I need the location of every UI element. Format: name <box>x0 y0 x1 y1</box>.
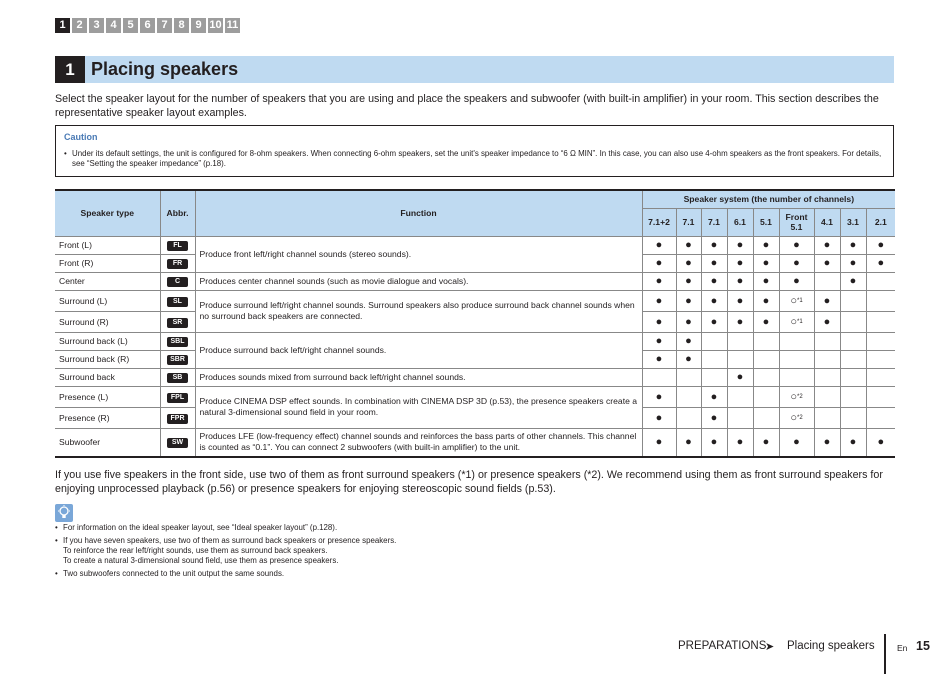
mark-symbol: ● <box>736 294 744 307</box>
channel-mark <box>753 236 779 254</box>
table-row <box>55 428 895 457</box>
channel-mark <box>642 428 676 457</box>
channel-mark <box>866 332 895 350</box>
mark-symbol: ● <box>685 353 692 365</box>
mark-symbol: ● <box>736 257 744 269</box>
mark-symbol: ● <box>762 294 770 307</box>
channel-mark <box>727 428 753 457</box>
channel-mark <box>753 407 779 428</box>
mark-symbol: ● <box>655 239 663 251</box>
function-text: Produce front left/right channel sounds (stereo sounds). <box>195 236 642 272</box>
channel-mark <box>676 368 701 386</box>
channel-mark <box>753 428 779 457</box>
speaker-type: Surround back <box>55 368 160 386</box>
header-speaker-type: Speaker type <box>55 190 160 236</box>
table-row <box>55 290 895 311</box>
channel-mark <box>779 236 814 254</box>
channel-mark <box>676 290 701 311</box>
header-system-4: 5.1 <box>753 208 779 236</box>
mark-symbol: ● <box>762 275 770 287</box>
mark-symbol: ● <box>736 315 744 328</box>
abbr-cell <box>160 311 195 332</box>
channel-mark <box>779 290 814 311</box>
caution-title: Caution <box>64 132 98 142</box>
channel-mark <box>642 350 676 368</box>
channel-mark <box>814 272 840 290</box>
channel-mark <box>866 386 895 407</box>
channel-mark <box>642 332 676 350</box>
mark-symbol: ● <box>823 315 831 328</box>
function-text: Produce CINEMA DSP effect sounds. In combination with CINEMA DSP 3D (p.53), the presence speakers create a natural 3-dimensional sound field in your room. <box>195 386 642 428</box>
mark-symbol: ○ <box>790 294 797 307</box>
page-tab-3[interactable]: 3 <box>89 18 104 33</box>
mark-symbol: ○ <box>790 315 797 328</box>
page-tab-4[interactable]: 4 <box>106 18 121 33</box>
mark-symbol: ● <box>655 257 663 269</box>
channel-mark <box>814 350 840 368</box>
channel-mark <box>676 272 701 290</box>
abbr-badge: SR <box>167 318 188 328</box>
mark-symbol: ● <box>849 257 857 269</box>
channel-mark <box>727 407 753 428</box>
hint-subtext: To reinforce the rear left/right sounds, use them as surround back speakers. <box>63 546 328 556</box>
abbr-cell <box>160 407 195 428</box>
channel-mark <box>676 407 701 428</box>
channel-mark <box>753 386 779 407</box>
channel-mark <box>642 290 676 311</box>
header-speaker-system: Speaker system (the number of channels) <box>642 190 895 208</box>
abbr-badge: FL <box>167 241 188 251</box>
hint-text: For information on the ideal speaker layout, see “Ideal speaker layout” (p.128). <box>63 523 338 532</box>
mark-symbol: ● <box>710 390 718 403</box>
function-text: Produces sounds mixed from surround back left/right channel sounds. <box>195 368 642 386</box>
mark-symbol: ● <box>710 257 718 269</box>
caution-item <box>64 149 884 169</box>
mark-symbol: ● <box>685 239 692 251</box>
table-row <box>55 368 895 386</box>
page-tabs <box>55 18 240 33</box>
channel-mark <box>779 386 814 407</box>
function-text: Produce surround back left/right channel sounds. <box>195 332 642 368</box>
channel-mark <box>779 254 814 272</box>
abbr-cell <box>160 254 195 272</box>
channel-mark <box>701 407 727 428</box>
caution-box <box>55 125 894 177</box>
abbr-badge: SBL <box>167 337 188 347</box>
mark-symbol: ● <box>823 257 831 269</box>
channel-mark <box>866 428 895 457</box>
note-paragraph: If you use five speakers in the front side, use two of them as front surround speakers (*1) or presence speakers (*2). We recommend using them as front surround speakers for enjoying unprocessed playback (p.56) or presence speakers for enjoying stereoscopic sound fields (p.53). <box>55 469 883 495</box>
channel-mark <box>701 254 727 272</box>
mark-symbol: ● <box>655 411 663 424</box>
header-function: Function <box>195 190 642 236</box>
channel-mark <box>866 350 895 368</box>
channel-mark <box>753 254 779 272</box>
table-row <box>55 332 895 350</box>
channel-mark <box>866 236 895 254</box>
channel-mark <box>701 368 727 386</box>
function-text: Produces LFE (low-frequency effect) channel sounds and reinforces the bass parts of other channels. This channel is counted as “0.1”. You can connect 2 subwoofers (with built-in amplifier) to the unit. <box>195 428 642 457</box>
channel-mark <box>701 350 727 368</box>
mark-symbol: ● <box>685 315 692 328</box>
speaker-type: Center <box>55 272 160 290</box>
page-tab-7[interactable]: 7 <box>157 18 172 33</box>
channel-mark <box>753 311 779 332</box>
channel-mark <box>727 350 753 368</box>
channel-mark <box>779 311 814 332</box>
channel-mark <box>866 407 895 428</box>
channel-mark <box>642 407 676 428</box>
mark-symbol: ● <box>710 275 718 287</box>
bullet: • <box>64 149 67 158</box>
abbr-badge: FR <box>167 259 188 269</box>
channel-mark <box>727 311 753 332</box>
mark-symbol: ● <box>736 371 744 383</box>
channel-mark <box>840 311 866 332</box>
channel-mark <box>676 254 701 272</box>
channel-mark <box>727 290 753 311</box>
mark-symbol: ● <box>655 390 663 403</box>
breadcrumb-page-link[interactable]: Placing speakers <box>787 640 875 652</box>
mark-symbol: ● <box>736 436 744 449</box>
channel-mark <box>727 272 753 290</box>
mark-symbol: ● <box>762 436 770 449</box>
channel-mark <box>642 368 676 386</box>
channel-mark <box>753 272 779 290</box>
hint-item <box>55 536 555 565</box>
page-tab-1[interactable]: 1 <box>55 18 70 33</box>
footer-divider <box>884 634 886 674</box>
abbr-badge: SW <box>167 438 188 448</box>
channel-mark <box>840 407 866 428</box>
hint-text: If you have seven speakers, use two of them as surround back speakers or presence speakers. <box>63 536 397 546</box>
channel-mark <box>701 428 727 457</box>
speaker-type: Surround back (L) <box>55 332 160 350</box>
channel-mark <box>814 386 840 407</box>
speaker-table <box>55 189 895 458</box>
mark-symbol: ● <box>655 436 663 449</box>
function-text: Produce surround left/right channel sounds. Surround speakers also produce surround back channel sounds when no surround back speakers are connected. <box>195 290 642 332</box>
channel-mark <box>866 368 895 386</box>
channel-mark <box>814 290 840 311</box>
mark-symbol: ● <box>762 239 770 251</box>
channel-mark <box>701 290 727 311</box>
hint-item <box>55 569 555 579</box>
channel-mark <box>840 428 866 457</box>
channel-mark <box>676 311 701 332</box>
caution-text: Under its default settings, the unit is configured for 8-ohm speakers. When connecting 6-ohm speakers, set the unit's speaker impedance to “6 Ω MIN”. In this case, you can also use 4-ohm speakers as the front speakers. For details, see “Setting the speaker impedance” (p.18). <box>72 149 882 168</box>
channel-mark <box>676 428 701 457</box>
footer <box>0 634 950 674</box>
channel-mark <box>840 290 866 311</box>
speaker-type: Front (R) <box>55 254 160 272</box>
table-row <box>55 236 895 254</box>
channel-mark <box>727 254 753 272</box>
abbr-cell <box>160 272 195 290</box>
channel-mark <box>676 350 701 368</box>
abbr-badge: C <box>167 277 188 287</box>
channel-mark <box>866 272 895 290</box>
header-system-0: 7.1+2 <box>642 208 676 236</box>
mark-symbol: ● <box>736 239 744 251</box>
mark-symbol: ● <box>849 275 857 287</box>
mark-symbol: ● <box>877 239 885 251</box>
abbr-badge: FPL <box>167 393 188 403</box>
channel-mark <box>814 368 840 386</box>
mark-symbol: ● <box>736 275 744 287</box>
mark-symbol: ● <box>793 275 800 287</box>
mark-symbol: ● <box>877 257 885 269</box>
language-label: En <box>897 643 908 653</box>
mark-symbol: ○ <box>790 390 797 403</box>
speaker-type: Subwoofer <box>55 428 160 457</box>
mark-symbol: ● <box>655 294 663 307</box>
channel-mark <box>753 290 779 311</box>
mark-symbol: ● <box>762 257 770 269</box>
header-system-5: Front 5.1 <box>779 208 814 236</box>
abbr-badge: FPR <box>167 414 188 424</box>
page-tab-11[interactable]: 11 <box>226 19 239 31</box>
channel-mark <box>727 236 753 254</box>
channel-mark <box>840 368 866 386</box>
channel-mark <box>840 272 866 290</box>
header-system-1: 7.1 <box>676 208 701 236</box>
page-tab-10[interactable]: 10 <box>209 19 222 31</box>
mark-symbol: ● <box>710 436 718 449</box>
channel-mark <box>840 236 866 254</box>
channel-mark <box>779 368 814 386</box>
mark-symbol: ● <box>823 239 831 251</box>
header-system-3: 6.1 <box>727 208 753 236</box>
footnote-ref: *1 <box>796 297 803 304</box>
channel-mark <box>701 332 727 350</box>
footnote-ref: *2 <box>796 393 803 400</box>
channel-mark <box>840 386 866 407</box>
abbr-badge: SL <box>167 297 188 307</box>
speaker-type: Surround (R) <box>55 311 160 332</box>
speaker-type: Presence (R) <box>55 407 160 428</box>
channel-mark <box>727 332 753 350</box>
mark-symbol: ● <box>685 257 692 269</box>
speaker-type: Front (L) <box>55 236 160 254</box>
channel-mark <box>642 254 676 272</box>
channel-mark <box>676 332 701 350</box>
mark-symbol: ● <box>823 294 831 307</box>
channel-mark <box>814 236 840 254</box>
channel-mark <box>753 368 779 386</box>
abbr-badge: SBR <box>167 355 188 365</box>
mark-symbol: ● <box>710 315 718 328</box>
header-system-6: 4.1 <box>814 208 840 236</box>
bullet: • <box>55 569 58 579</box>
mark-symbol: ● <box>655 275 663 287</box>
channel-mark <box>779 350 814 368</box>
page-tab-5[interactable]: 5 <box>123 18 138 33</box>
mark-symbol: ● <box>655 315 663 328</box>
abbr-cell <box>160 332 195 350</box>
section-number: 1 <box>55 56 85 83</box>
page-tab-2[interactable]: 2 <box>72 18 87 33</box>
mark-symbol: ● <box>793 257 800 269</box>
speaker-type: Surround back (R) <box>55 350 160 368</box>
section-title: Placing speakers <box>91 59 239 79</box>
mark-symbol: ● <box>762 315 770 328</box>
channel-mark <box>727 368 753 386</box>
mark-symbol: ● <box>685 294 692 307</box>
header-system-7: 3.1 <box>840 208 866 236</box>
header-abbr: Abbr. <box>160 190 195 236</box>
mark-symbol: ● <box>793 239 800 251</box>
channel-mark <box>866 254 895 272</box>
channel-mark <box>779 407 814 428</box>
function-text: Produces center channel sounds (such as movie dialogue and vocals). <box>195 272 642 290</box>
channel-mark <box>779 332 814 350</box>
page-tab-6[interactable]: 6 <box>140 18 155 33</box>
mark-symbol: ● <box>823 436 831 449</box>
mark-symbol: ● <box>849 436 857 449</box>
channel-mark <box>779 272 814 290</box>
channel-mark <box>642 386 676 407</box>
abbr-cell <box>160 290 195 311</box>
page-tab-9[interactable]: 9 <box>191 18 206 33</box>
channel-mark <box>814 407 840 428</box>
channel-mark <box>642 236 676 254</box>
abbr-cell <box>160 236 195 254</box>
channel-mark <box>840 332 866 350</box>
mark-symbol: ● <box>793 436 800 449</box>
channel-mark <box>642 311 676 332</box>
channel-mark <box>814 311 840 332</box>
channel-mark <box>779 428 814 457</box>
channel-mark <box>676 236 701 254</box>
channel-mark <box>753 350 779 368</box>
abbr-cell <box>160 428 195 457</box>
channel-mark <box>753 332 779 350</box>
mark-symbol: ● <box>685 335 692 347</box>
table-row <box>55 272 895 290</box>
page-number: 15 <box>916 639 930 653</box>
breadcrumb-arrow-icon: ➤ <box>765 641 775 653</box>
mark-symbol: ● <box>877 436 885 449</box>
mark-symbol: ● <box>655 335 663 347</box>
mark-symbol: ○ <box>790 411 797 424</box>
abbr-cell <box>160 386 195 407</box>
header-system-2: 7.1 <box>701 208 727 236</box>
channel-mark <box>866 290 895 311</box>
channel-mark <box>701 236 727 254</box>
lightbulb-hint-icon <box>55 504 73 522</box>
mark-symbol: ● <box>655 353 663 365</box>
channel-mark <box>814 428 840 457</box>
bullet: • <box>55 536 58 546</box>
mark-symbol: ● <box>710 411 718 424</box>
header-system-8: 2.1 <box>866 208 895 236</box>
channel-mark <box>701 272 727 290</box>
section-header <box>55 56 894 83</box>
mark-symbol: ● <box>685 436 692 449</box>
channel-mark <box>676 386 701 407</box>
mark-symbol: ● <box>849 239 857 251</box>
channel-mark <box>727 386 753 407</box>
footnote-ref: *1 <box>796 318 803 325</box>
page-tab-8[interactable]: 8 <box>174 18 189 33</box>
mark-symbol: ● <box>710 239 718 251</box>
mark-symbol: ● <box>710 294 718 307</box>
channel-mark <box>840 350 866 368</box>
abbr-cell <box>160 368 195 386</box>
channel-mark <box>701 311 727 332</box>
channel-mark <box>814 254 840 272</box>
speaker-type: Surround (L) <box>55 290 160 311</box>
table-row <box>55 386 895 407</box>
bullet: • <box>55 523 58 532</box>
hint-subtext: To create a natural 3-dimensional sound field, use them as presence speakers. <box>63 555 339 565</box>
hint-item <box>55 523 555 533</box>
hints-list <box>55 523 555 582</box>
breadcrumb-section-link[interactable]: PREPARATIONS <box>678 640 767 652</box>
channel-mark <box>814 332 840 350</box>
intro-paragraph: Select the speaker layout for the number of speakers that you are using and place the speakers and subwoofer (with built-in amplifier) in your room. This section describes the representative speaker layout examples. <box>55 93 879 119</box>
hint-text: Two subwoofers connected to the unit output the same sounds. <box>63 569 285 579</box>
channel-mark <box>866 311 895 332</box>
footnote-ref: *2 <box>796 414 803 421</box>
speaker-type: Presence (L) <box>55 386 160 407</box>
channel-mark <box>840 254 866 272</box>
abbr-badge: SB <box>167 373 188 383</box>
channel-mark <box>642 272 676 290</box>
abbr-cell <box>160 350 195 368</box>
mark-symbol: ● <box>685 275 692 287</box>
channel-mark <box>701 386 727 407</box>
